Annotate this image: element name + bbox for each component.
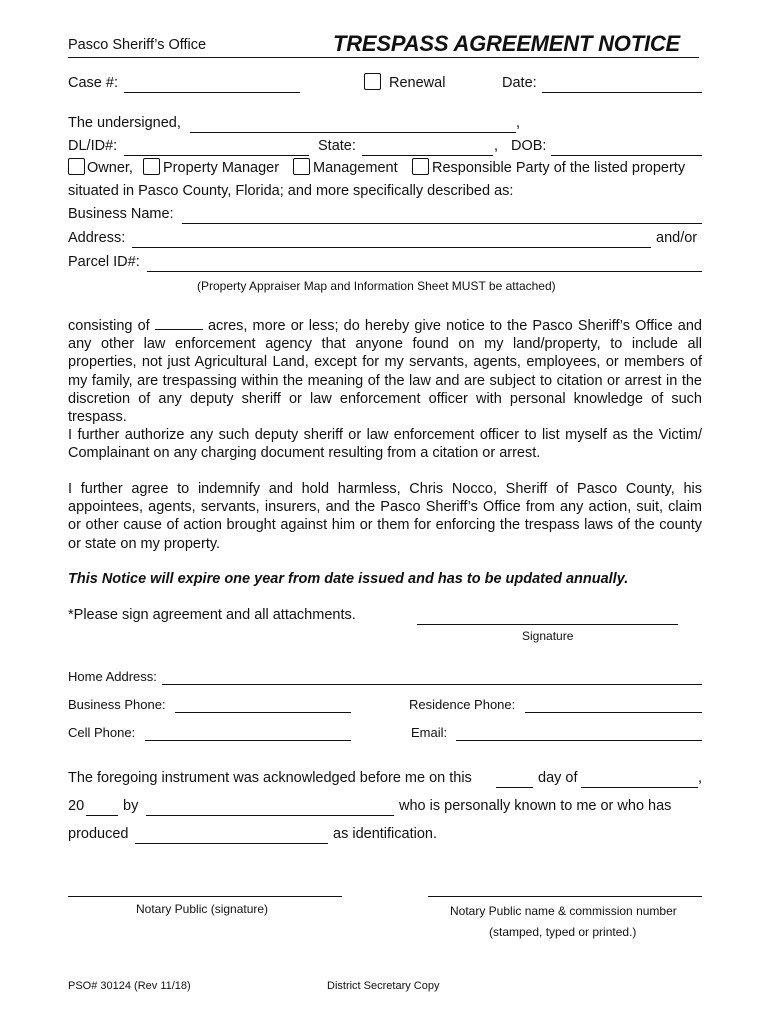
responsible-party-label: Responsible Party of the listed property bbox=[432, 160, 686, 176]
appraiser-note: (Property Appraiser Map and Information Sheet MUST be attached) bbox=[197, 279, 556, 293]
management-checkbox[interactable] bbox=[293, 158, 310, 175]
dlid-label: DL/ID#: bbox=[68, 138, 118, 154]
property-address-input[interactable] bbox=[132, 232, 651, 248]
state-label: State: bbox=[318, 138, 356, 154]
responsible-party-checkbox[interactable] bbox=[412, 158, 429, 175]
signature-input[interactable] bbox=[417, 609, 678, 625]
notary-year-input[interactable] bbox=[86, 800, 118, 816]
business-name-label: Business Name: bbox=[68, 206, 174, 222]
cell-phone-input[interactable] bbox=[145, 725, 351, 741]
cell-phone-label: Cell Phone: bbox=[68, 725, 136, 740]
email-label: Email: bbox=[411, 725, 448, 740]
authorize-paragraph: I further authorize any such deputy sheriff or law enforcement officer to list myself as the Victim/ Complainant on any charging document resulting from a citation or arrest. bbox=[68, 427, 702, 462]
please-sign-text: *Please sign agreement and all attachments. bbox=[68, 607, 356, 623]
business-phone-input[interactable] bbox=[175, 697, 351, 713]
day-of-text: day of bbox=[538, 770, 578, 786]
renewal-checkbox[interactable] bbox=[364, 73, 381, 90]
property-manager-label: Property Manager bbox=[163, 160, 280, 176]
notary-name-sub: (stamped, typed or printed.) bbox=[489, 925, 637, 939]
foregoing-text: The foregoing instrument was acknowledged before me on this bbox=[68, 770, 472, 786]
form-number: PSO# 30124 (Rev 11/18) bbox=[68, 980, 191, 992]
as-identification-text: as identification. bbox=[333, 826, 437, 842]
office-name: Pasco Sheriff’s Office bbox=[68, 37, 207, 53]
residence-phone-input[interactable] bbox=[525, 697, 702, 713]
expire-notice: This Notice will expire one year from date issued and has to be updated annually. bbox=[68, 571, 629, 587]
undersigned-input[interactable] bbox=[190, 117, 516, 133]
home-address-label: Home Address: bbox=[68, 669, 157, 684]
property-manager-checkbox[interactable] bbox=[143, 158, 160, 175]
parcel-label: Parcel ID#: bbox=[68, 254, 140, 270]
year-prefix: 20 bbox=[68, 798, 85, 814]
residence-phone-label: Residence Phone: bbox=[409, 697, 516, 712]
notary-name-label: Notary Public name & commission number bbox=[450, 904, 677, 918]
copy-label: District Secretary Copy bbox=[327, 980, 440, 992]
consisting-paragraph bbox=[68, 317, 702, 426]
consisting-prefix: consisting of bbox=[68, 318, 150, 334]
undersigned-label: The undersigned, bbox=[68, 115, 181, 131]
notary-month-input[interactable] bbox=[581, 772, 698, 788]
state-comma: , bbox=[494, 138, 499, 154]
by-text: by bbox=[123, 798, 139, 814]
address-label: Address: bbox=[68, 230, 126, 246]
consisting-text: acres, more or less; do hereby give notice to the Pasco Sheriff’s Office and any other law enforcement agency that anyone found on my land/property, to include all properties, not just Agricultural Land, except for my servants, agents, employees, or members of my family, are trespassing within the meaning of the law and are subject to citation or arrest in the discretion of any deputy sheriff or law enforcement officer with personal knowledge of such trespass. bbox=[68, 318, 702, 426]
date-label: Date: bbox=[502, 75, 537, 91]
state-input[interactable] bbox=[362, 140, 493, 156]
notary-by-input[interactable] bbox=[146, 800, 394, 816]
home-address-input[interactable] bbox=[162, 669, 702, 685]
business-phone-label: Business Phone: bbox=[68, 697, 166, 712]
business-name-input[interactable] bbox=[182, 208, 702, 224]
month-comma: , bbox=[698, 770, 703, 786]
header-rule bbox=[68, 57, 699, 58]
case-number-input[interactable] bbox=[124, 77, 300, 93]
notary-name-input[interactable] bbox=[428, 881, 702, 897]
undersigned-comma: , bbox=[516, 115, 521, 131]
dlid-input[interactable] bbox=[124, 140, 309, 156]
parcel-id-input[interactable] bbox=[147, 256, 702, 272]
situated-text: situated in Pasco County, Florida; and more specifically described as: bbox=[68, 183, 514, 199]
owner-checkbox[interactable] bbox=[68, 158, 85, 175]
case-label: Case #: bbox=[68, 75, 118, 91]
renewal-label: Renewal bbox=[389, 75, 446, 91]
email-input[interactable] bbox=[456, 725, 702, 741]
acres-blank[interactable] bbox=[155, 317, 203, 330]
notary-signature-input[interactable] bbox=[68, 881, 342, 897]
address-and-or: and/or bbox=[656, 230, 698, 246]
indemnify-paragraph: I further agree to indemnify and hold harmless, Chris Nocco, Sheriff of Pasco County, his appointees, agents, servants, insurers, and the Pasco Sheriff’s Office from any action, suit, claim or other cause of action brought against him or them for enforcing the trespass laws of the county or state on my property. bbox=[68, 481, 702, 552]
personally-known-text: who is personally known to me or who has bbox=[399, 798, 672, 814]
dob-label: DOB: bbox=[511, 138, 547, 154]
identification-input[interactable] bbox=[135, 828, 328, 844]
notary-day-input[interactable] bbox=[496, 772, 533, 788]
form-title: TRESPASS AGREEMENT NOTICE bbox=[333, 31, 681, 56]
management-label: Management bbox=[313, 160, 398, 176]
date-input[interactable] bbox=[542, 77, 702, 93]
notary-signature-label: Notary Public (signature) bbox=[136, 902, 269, 916]
dob-input[interactable] bbox=[551, 140, 702, 156]
produced-text: produced bbox=[68, 826, 129, 842]
owner-label: Owner, bbox=[87, 160, 133, 176]
signature-label: Signature bbox=[522, 629, 574, 643]
